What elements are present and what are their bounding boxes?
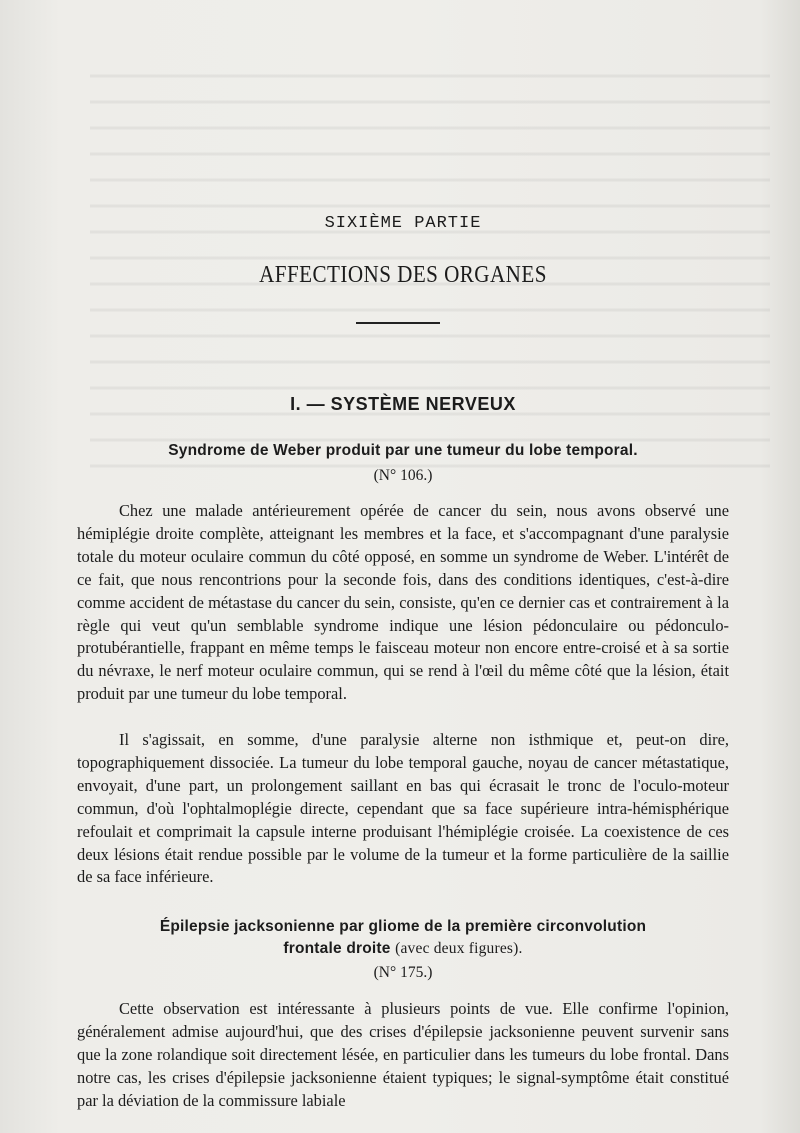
case1-paragraph-1: Chez une malade antérieurement opérée de cancer du sein, nous avons observé une hémiplégie droite complète, atteignant les membres et la face, et s'accompagnant d'une paralysie totale du moteur oculaire commun du côté opposé, en somme un syndrome de Weber. L'intérêt de ce fait, que nous rencontrions pour la seconde fois, dans des conditions identiques, c'est-à-dire comme accident de métastase du cancer du sein, consiste, qu'en ce dernier cas et contrairement à la règle qui veut qu'un semblable syndrome indique une lésion pédonculaire ou pédonculo-protubérantielle, frappant en même temps le faisceau moteur non encore entre-croisé et à sa sortie du névraxe, le nerf moteur oculaire commun, qui se rend à l'œil du même côté que la lésion, était produit par une tumeur du lobe temporal. bbox=[77, 501, 729, 704]
part-title: SIXIÈME PARTIE bbox=[324, 214, 482, 233]
case1-number: (N° 106.) bbox=[373, 467, 433, 484]
case1-title: Syndrome de Weber produit par une tumeur du lobe temporal. bbox=[168, 442, 638, 459]
case2-number: (N° 175.) bbox=[373, 964, 433, 981]
case1-paragraph-2: Il s'agissait, en somme, d'une paralysie alterne non isthmique et, peut-on dire, topographiquement dissociée. La tumeur du lobe temporal gauche, noyau de cancer métastatique, envoyait, d'une part, un prolongement saillant en bas qui écrasait le tronc de l'oculo-moteur commun, d'où l'ophtalmoplégie directe, cependant que sa face supérieure intra-hémisphérique refoulait et comprimait la capsule interne produisant l'hémiplégie croisée. La coexistence de ces deux lésions était rendue possible par le volume de la tumeur et la forme particulière de la saillie de sa face inférieure. bbox=[77, 730, 729, 887]
case2-paragraph-1: Cette observation est intéressante à plusieurs points de vue. Elle confirme l'opinion, généralement admise aujourd'hui, que des crises d'épilepsie jacksonienne peuvent survenir sans que la zone rolandique soit directement lésée, en particulier dans les tumeurs du lobe frontal. Dans notre cas, les crises d'épilepsie jacksonienne étaient typiques; le signal-symptôme était constitué par la déviation de la commissure labiale bbox=[77, 999, 729, 1110]
title-rule-divider bbox=[356, 322, 440, 324]
case2-title-bold: frontale droite bbox=[283, 940, 391, 957]
case2-title-line2 bbox=[77, 940, 729, 958]
section-title: I. — SYSTÈME NERVEUX bbox=[290, 394, 516, 414]
case2-title-line1: Épilepsie jacksonienne par gliome de la première circonvolution bbox=[159, 918, 647, 935]
case2-title-note: (avec deux figures). bbox=[395, 940, 523, 957]
book-title: AFFECTIONS DES ORGANES bbox=[259, 262, 547, 288]
